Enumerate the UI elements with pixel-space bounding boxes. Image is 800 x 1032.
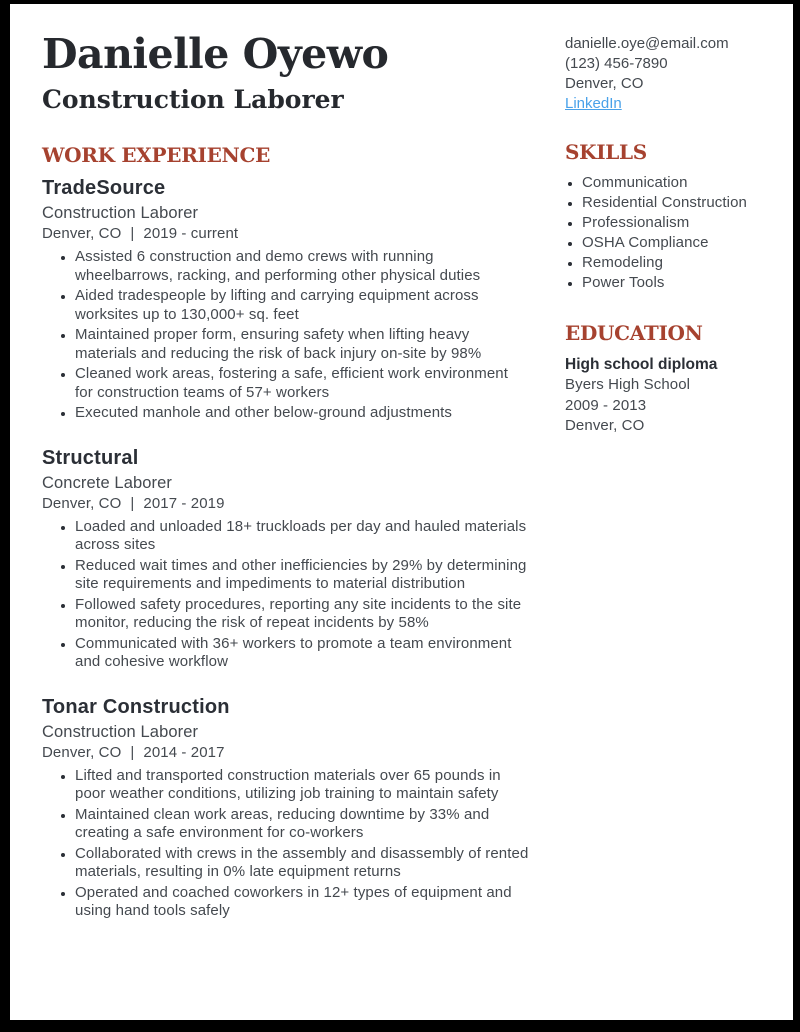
skill-item: • Communication <box>582 173 767 193</box>
side-column <box>565 4 767 923</box>
candidate-name: Danielle Oyewo <box>42 30 389 78</box>
company-name: Structural <box>42 446 139 469</box>
skills-heading: SKILLS <box>565 140 647 164</box>
resume-columns <box>10 4 793 923</box>
skills-list <box>565 173 767 293</box>
bullet-item: • Communicated with 36+ workers to promote a team environment and cohesive workflow <box>75 635 530 672</box>
skill-item: • Power Tools <box>582 273 767 293</box>
bullet-item: • Followed safety procedures, reporting any site incidents to the site monitor, reducing the risk of repeat incidents by 58% <box>75 596 530 633</box>
skill-item: • Professionalism <box>582 213 767 233</box>
job-role: Concrete Laborer <box>42 473 173 492</box>
job-structural <box>42 445 530 672</box>
education-degree: High school diploma <box>565 356 718 373</box>
contact-block <box>565 34 767 114</box>
bullet-item: • Cleaned work areas, fostering a safe, efficient work environment for construction teams of 57+ workers <box>75 365 530 402</box>
main-column <box>42 4 530 923</box>
bullet-item: • Operated and coached coworkers in 12+ types of equipment and using hand tools safely <box>75 884 530 921</box>
candidate-title: Construction Laborer <box>42 85 344 114</box>
bullet-item: • Loaded and unloaded 18+ truckloads per day and hauled materials across sites <box>75 518 530 555</box>
resume-page <box>10 4 793 1020</box>
job-dates: 2019 - current <box>143 225 239 242</box>
job-dates: 2017 - 2019 <box>143 494 225 512</box>
job-meta <box>42 743 530 763</box>
education-heading: EDUCATION <box>565 321 703 345</box>
contact-location: Denver, CO <box>565 75 644 92</box>
education-dates: 2009 - 2013 <box>565 396 647 414</box>
pipe-separator: | <box>130 743 135 761</box>
bullet-item: • Collaborated with crews in the assembly and disassembly of rented materials, resulting in 0% late equipment returns <box>75 845 530 882</box>
contact-phone: (123) 456-7890 <box>565 55 668 72</box>
company-name: TradeSource <box>42 177 166 199</box>
job-bullet-list <box>42 248 530 423</box>
job-meta <box>42 494 530 514</box>
education-school: Byers High School <box>565 376 691 393</box>
skill-item: • OSHA Compliance <box>582 233 767 253</box>
bullet-item: • Reduced wait times and other inefficiencies by 29% by determining site requirements and impediments to material distribution <box>75 557 530 594</box>
bullet-item: • Maintained proper form, ensuring safety when lifting heavy materials and reducing the risk of back injury on-site by 98% <box>75 326 530 363</box>
job-dates: 2014 - 2017 <box>143 743 225 761</box>
bullet-item: • Executed manhole and other below-ground adjustments <box>75 404 530 423</box>
company-name: Tonar Construction <box>42 695 230 718</box>
pipe-separator: | <box>130 494 135 512</box>
job-location: Denver, CO <box>42 743 122 761</box>
education-location: Denver, CO <box>565 417 645 434</box>
skill-item: • Remodeling <box>582 253 767 273</box>
bullet-item: • Maintained clean work areas, reducing downtime by 33% and creating a safe environment for co-workers <box>75 806 530 843</box>
job-bullet-list <box>42 767 530 921</box>
bullet-item: • Aided tradespeople by lifting and carrying equipment across worksites up to 130,000+ sq. feet <box>75 287 530 324</box>
bullet-item: • Assisted 6 construction and demo crews with running wheelbarrows, racking, and performing other physical duties <box>75 248 530 285</box>
job-bullet-list <box>42 518 530 672</box>
job-meta <box>42 224 530 244</box>
skill-item: • Residential Construction <box>582 193 767 213</box>
pipe-separator: | <box>130 225 135 242</box>
contact-email: danielle.oye@email.com <box>565 35 729 52</box>
job-role: Construction Laborer <box>42 204 199 222</box>
job-role: Construction Laborer <box>42 722 199 741</box>
job-location: Denver, CO <box>42 225 122 242</box>
job-location: Denver, CO <box>42 494 122 512</box>
work-experience-heading: WORK EXPERIENCE <box>42 143 271 167</box>
job-tradesource <box>42 175 530 423</box>
job-tonar-construction <box>42 694 530 921</box>
linkedin-link[interactable]: LinkedIn <box>565 95 622 112</box>
bullet-item: • Lifted and transported construction materials over 65 pounds in poor weather conditions, utilizing job training to maintain safety <box>75 767 530 804</box>
